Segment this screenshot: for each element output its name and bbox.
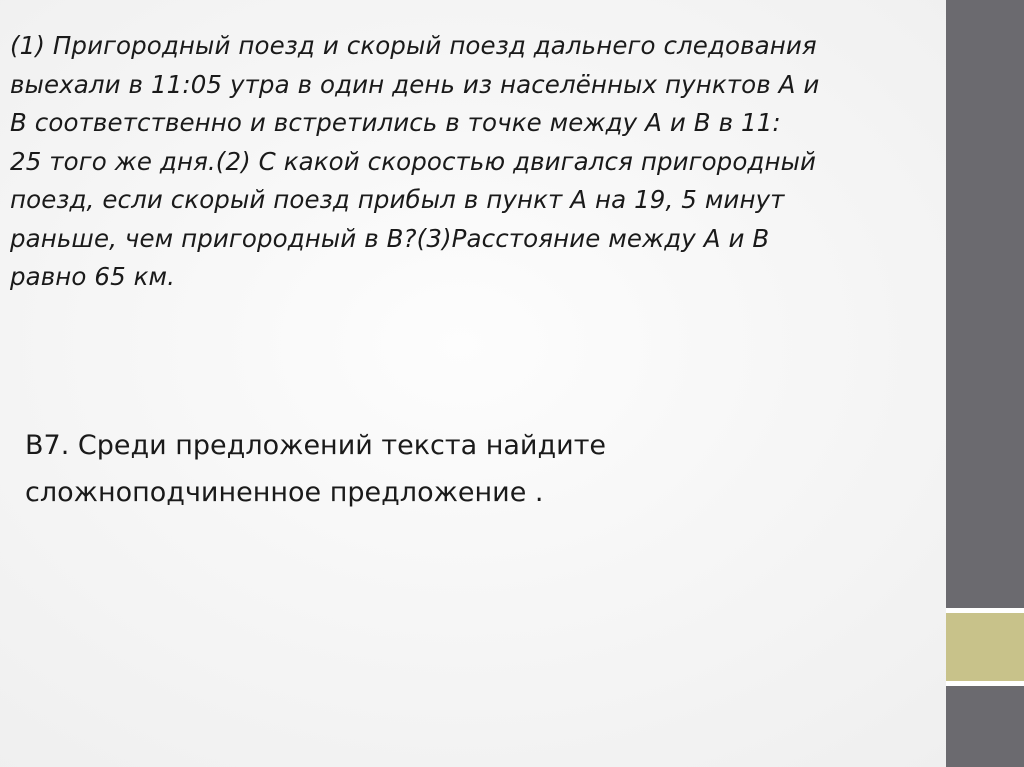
question-line: В7. Среди предложений текста найдите	[25, 430, 607, 461]
problem-line: В соответственно и встретились в точке между А и В в 11:	[10, 108, 781, 137]
problem-line: выехали в 11:05 утра в один день из населённых пунктов А и	[10, 69, 820, 99]
side-accent-block	[946, 613, 1024, 681]
question-line: сложноподчиненное предложение .	[25, 477, 544, 508]
problem-line: поезд, если скорый поезд прибыл в пункт А на 19, 5 минут	[10, 185, 785, 214]
problem-line: 25 того же дня.(2) С какой скоростью двигался пригородный	[10, 146, 817, 176]
problem-text	[10, 27, 930, 297]
side-divider-bottom	[946, 681, 1024, 686]
problem-line: раньше, чем пригородный в В?(3)Расстояние между А и В	[10, 223, 770, 253]
problem-line: равно 65 км.	[10, 262, 176, 291]
problem-line: (1) Пригородный поезд и скорый поезд дальнего следования	[10, 31, 817, 60]
question-text	[25, 422, 925, 516]
